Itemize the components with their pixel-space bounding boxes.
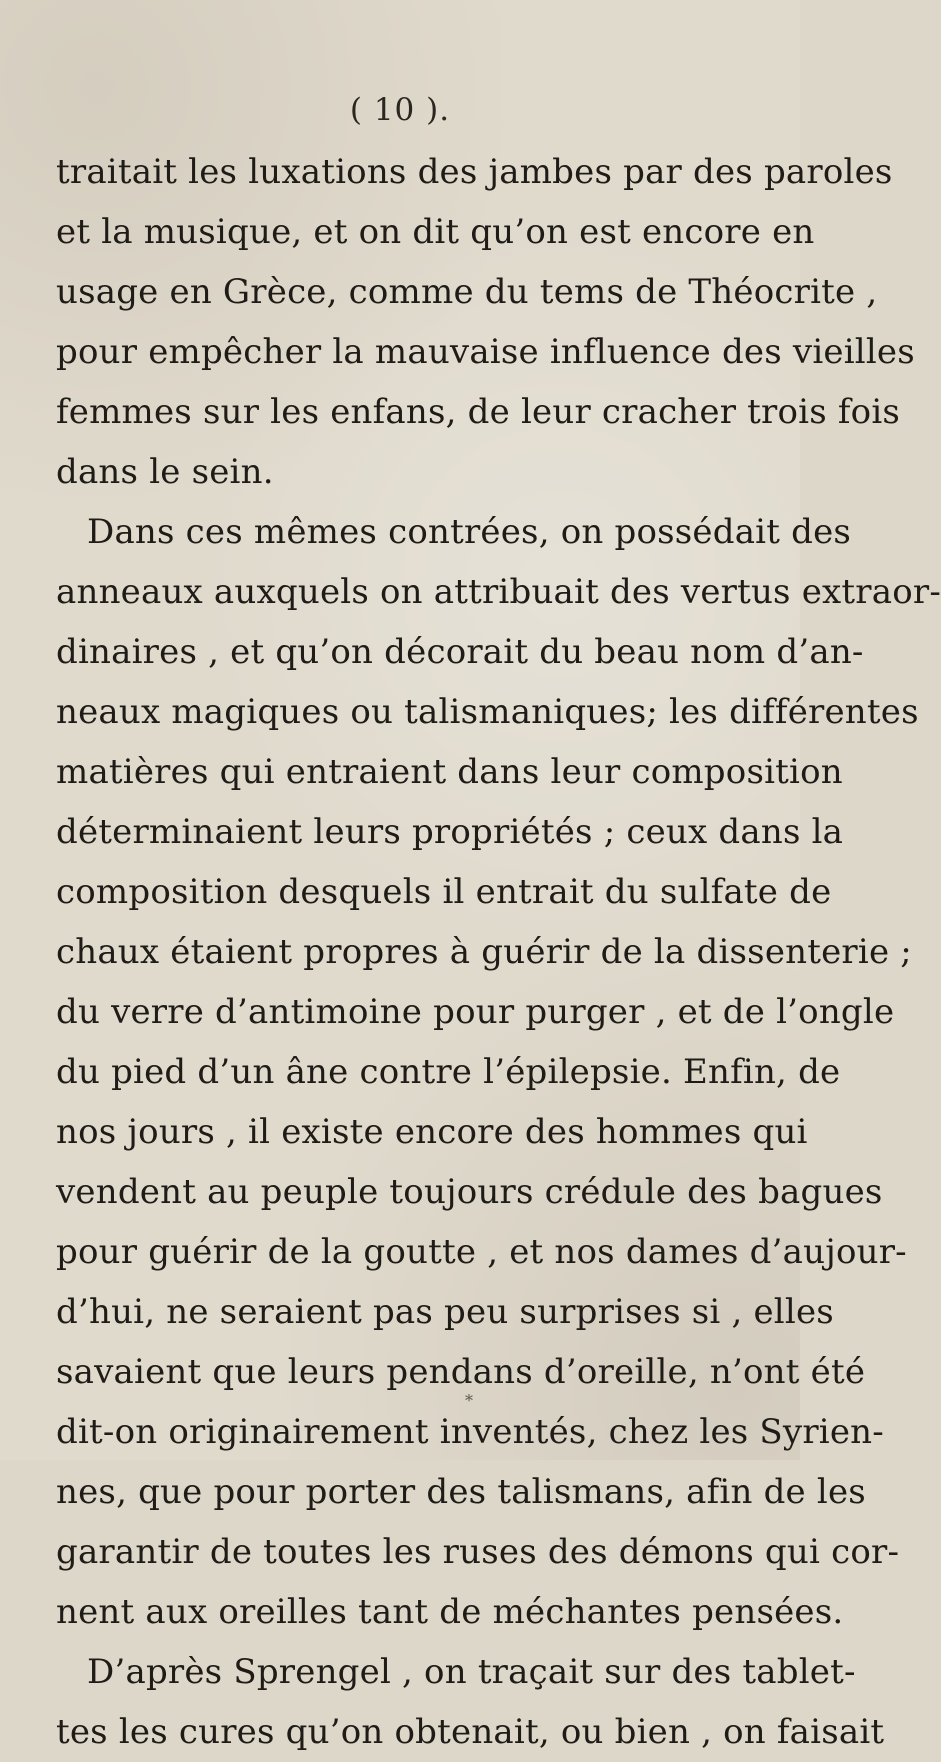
text-line: anneaux auxquels on attribuait des vertus extraor-	[56, 572, 941, 612]
text-line: pour guérir de la goutte , et nos dames d’aujour-	[56, 1232, 907, 1272]
text-line: garantir de toutes les ruses des démons qui cor-	[56, 1532, 900, 1572]
text-line: nos jours , il existe encore des hommes qui	[56, 1112, 808, 1152]
text-line: tes les cures qu’on obtenait, ou bien , on faisait	[56, 1712, 885, 1752]
text-line: déterminaient leurs propriétés ; ceux dans la	[56, 812, 844, 852]
text-line: vendent au peuple toujours crédule des bagues	[56, 1172, 883, 1212]
text-line: D’après Sprengel , on traçait sur des tablet-	[87, 1652, 856, 1692]
text-line: composition desquels il entrait du sulfate de	[56, 872, 832, 912]
text-line: neaux magiques ou talismaniques; les différentes	[56, 692, 919, 732]
stray-mark: *	[465, 1391, 473, 1410]
text-line: usage en Grèce, comme du tems de Théocrite ,	[56, 272, 878, 312]
text-line: savaient que leurs pendans d’oreille, n’ont été	[56, 1352, 866, 1392]
text-line: du pied d’un âne contre l’épilepsie. Enfin, de	[56, 1052, 841, 1092]
text-line: chaux étaient propres à guérir de la dissenterie ;	[56, 932, 912, 972]
page-number: ( 10 ).	[349, 92, 451, 128]
text-line: femmes sur les enfans, de leur cracher trois fois	[56, 392, 901, 432]
body-text	[56, 142, 941, 1762]
text-line: dit-on originairement inventés, chez les Syrien-	[56, 1412, 884, 1452]
text-line: dinaires , et qu’on décorait du beau nom d’an-	[56, 632, 864, 672]
text-line: nes, que pour porter des talismans, afin de les	[56, 1472, 866, 1512]
text-line: du verre d’antimoine pour purger , et de l’ongle	[56, 992, 895, 1032]
text-line: matières qui entraient dans leur composition	[56, 752, 843, 792]
text-line: nent aux oreilles tant de méchantes pensées.	[56, 1592, 844, 1632]
text-line: pour empêcher la mauvaise influence des vieilles	[56, 332, 915, 372]
text-line: d’hui, ne seraient pas peu surprises si , elles	[56, 1292, 834, 1332]
text-line: et la musique, et on dit qu’on est encore en	[56, 212, 815, 252]
text-line: traitait les luxations des jambes par des paroles	[56, 152, 893, 192]
text-line: Dans ces mêmes contrées, on possédait des	[87, 512, 852, 552]
text-line: dans le sein.	[56, 452, 274, 492]
